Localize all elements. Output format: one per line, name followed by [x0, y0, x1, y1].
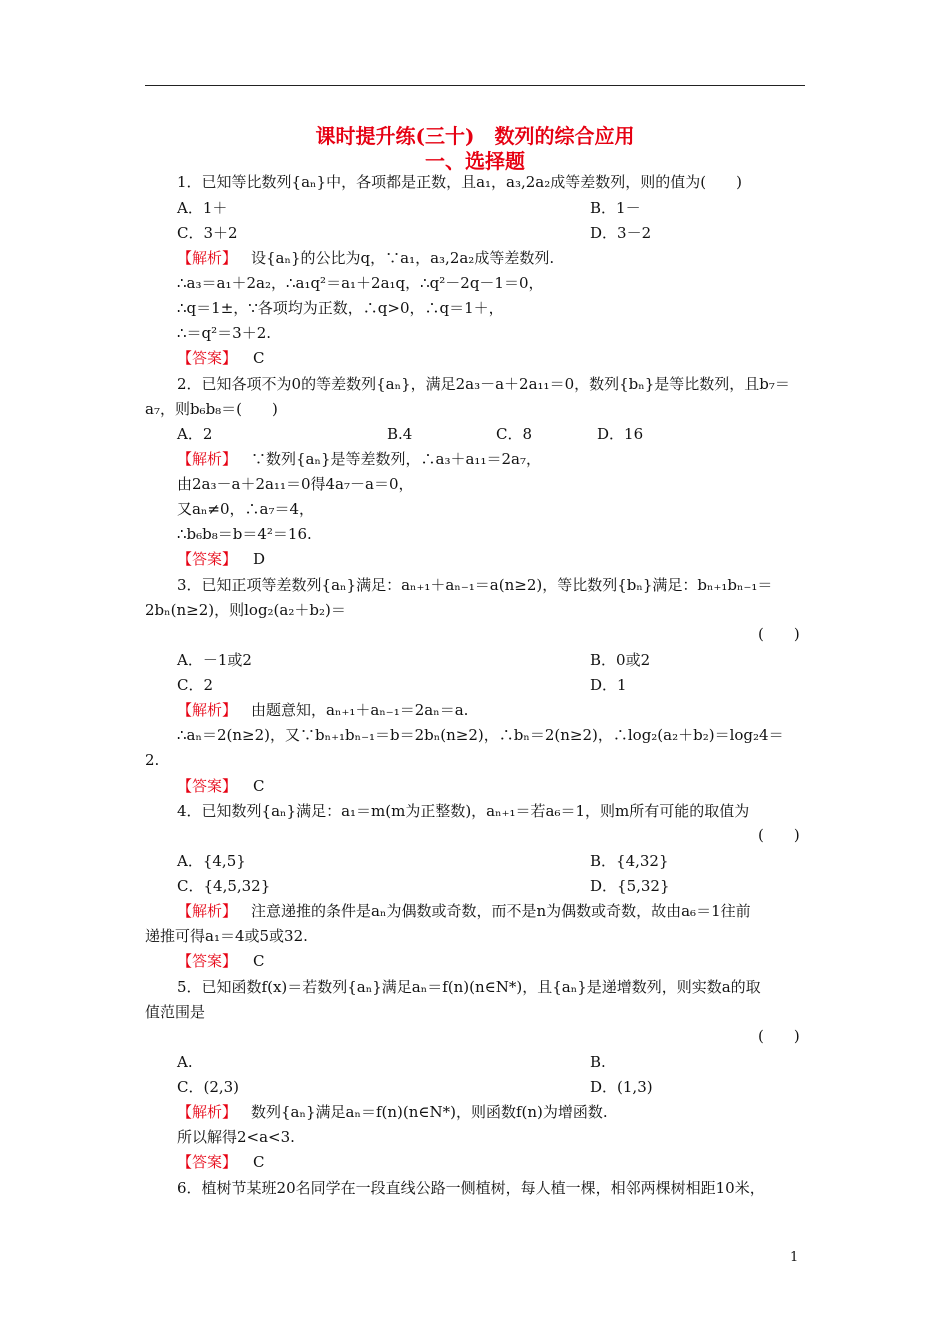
q2-option-b: B.4	[387, 425, 413, 443]
analysis-text: ∵数列{aₙ}是等差数列，∴a₃＋a₁₁＝2a₇，	[251, 450, 541, 468]
q4-option-d: D．{5,32}	[590, 877, 670, 895]
q1-analysis-2: ∴a₃＝a₁＋2a₂，∴a₁q²＝a₁＋2a₁q，∴q²－2q－1＝0，	[177, 274, 544, 292]
analysis-text: 设{aₙ}的公比为q，∵a₁，a₃,2a₂成等差数列.	[251, 249, 555, 267]
q4-option-a: A．{4,5}	[177, 852, 246, 870]
q4-answer-line	[177, 951, 265, 971]
q5-stem-1: 5．已知函数f(x)＝若数列{aₙ}满足aₙ＝f(n)(n∈N*)，且{aₙ}是递增数列，则实数a的取	[177, 978, 761, 996]
analysis-label: 【解析】	[177, 701, 238, 719]
answer-value: D	[253, 550, 266, 568]
answer-label: 【答案】	[177, 1153, 238, 1171]
q3-stem-1: 3．已知正项等差数列{aₙ}满足：aₙ₊₁＋aₙ₋₁＝a(n≥2)，等比数列{bₙ}满足：bₙ₊₁bₙ₋₁＝	[177, 576, 773, 594]
q3-analysis-line	[177, 700, 468, 720]
q2-option-a: A．2	[177, 425, 213, 443]
q2-option-d: D．16	[597, 425, 644, 443]
q3-answer-paren: ( )	[758, 625, 800, 643]
analysis-label: 【解析】	[177, 450, 238, 468]
page-number: 1	[790, 1250, 799, 1265]
q2-stem-2: a₇，则b₆b₈＝( )	[145, 400, 278, 418]
q4-analysis-2: 递推可得a₁＝4或5或32.	[145, 927, 308, 945]
analysis-text: 数列{aₙ}满足aₙ＝f(n)(n∈N*)，则函数f(n)为增函数.	[251, 1103, 608, 1121]
header-rule	[145, 85, 805, 86]
q3-option-a: A．－1或2	[177, 651, 252, 669]
q5-answer-line	[177, 1152, 265, 1172]
analysis-label: 【解析】	[177, 902, 238, 920]
q1-analysis-line	[177, 248, 554, 268]
q5-answer-paren: ( )	[758, 1027, 800, 1045]
q5-option-a: A.	[177, 1053, 193, 1071]
q4-stem: 4．已知数列{aₙ}满足：a₁＝m(m为正整数)，aₙ₊₁＝若a₆＝1，则m所有可能的取值为	[177, 802, 750, 820]
q1-option-b: B．1－	[590, 199, 641, 217]
answer-label: 【答案】	[177, 952, 238, 970]
q4-analysis-line	[177, 901, 751, 921]
analysis-label: 【解析】	[177, 1103, 238, 1121]
q5-option-d: D．(1,3)	[590, 1078, 653, 1096]
q3-option-d: D．1	[590, 676, 627, 694]
q1-analysis-4: ∴＝q²＝3＋2.	[177, 324, 272, 342]
q3-option-c: C．2	[177, 676, 214, 694]
q5-option-b: B.	[590, 1053, 606, 1071]
section-title: 一、选择题	[425, 149, 525, 173]
q2-analysis-line	[177, 449, 541, 469]
q3-analysis-2: ∴aₙ＝2(n≥2)，又∵bₙ₊₁bₙ₋₁＝b＝2bₙ(n≥2)，∴bₙ＝2(n≥2)，∴log₂(a₂＋b₂)＝log₂4＝	[177, 726, 784, 744]
q2-answer-line	[177, 549, 265, 569]
q1-stem: 1．已知等比数列{aₙ}中，各项都是正数，且a₁，a₃,2a₂成等差数列，则的值为( )	[177, 173, 742, 191]
answer-value: C	[253, 1153, 265, 1171]
analysis-label: 【解析】	[177, 249, 238, 267]
page-title: 课时提升练(三十) 数列的综合应用	[315, 124, 635, 148]
q3-stem-2: 2bₙ(n≥2)，则log₂(a₂＋b₂)＝	[145, 601, 346, 619]
q4-answer-paren: ( )	[758, 826, 800, 844]
answer-value: C	[253, 349, 265, 367]
q2-stem-1: 2．已知各项不为0的等差数列{aₙ}，满足2a₃－a＋2a₁₁＝0，数列{bₙ}是等比数列，且b₇＝	[177, 375, 790, 393]
q5-analysis-2: 所以解得2<a<3.	[177, 1128, 295, 1146]
q5-analysis-line	[177, 1102, 608, 1122]
q1-answer-line	[177, 348, 265, 368]
q4-option-b: B．{4,32}	[590, 852, 669, 870]
answer-label: 【答案】	[177, 550, 238, 568]
answer-value: C	[253, 777, 265, 795]
q5-option-c: C．(2,3)	[177, 1078, 240, 1096]
q6-stem: 6．植树节某班20名同学在一段直线公路一侧植树，每人植一棵，相邻两棵树相距10米，	[177, 1179, 765, 1197]
q2-analysis-2: 由2a₃－a＋2a₁₁＝0得4a₇－a＝0，	[177, 475, 414, 493]
q1-option-d: D．3－2	[590, 224, 652, 242]
q1-option-c: C．3＋2	[177, 224, 238, 242]
q3-analysis-3: 2.	[145, 751, 160, 769]
q3-answer-line	[177, 776, 265, 796]
q1-option-a: A．1＋	[177, 199, 228, 217]
q5-stem-2: 值范围是	[145, 1003, 206, 1021]
analysis-text: 注意递推的条件是aₙ为偶数或奇数，而不是n为偶数或奇数，故由a₆＝1往前	[251, 902, 751, 920]
q2-option-c: C．8	[496, 425, 533, 443]
q2-analysis-4: ∴b₆b₈＝b＝4²＝16.	[177, 525, 312, 543]
answer-value: C	[253, 952, 265, 970]
q4-option-c: C．{4,5,32}	[177, 877, 271, 895]
q1-analysis-3: ∴q＝1±，∵各项均为正数，∴q>0，∴q＝1＋，	[177, 299, 504, 317]
analysis-text: 由题意知，aₙ₊₁＋aₙ₋₁＝2aₙ＝a.	[251, 701, 469, 719]
q2-analysis-3: 又aₙ≠0，∴a₇＝4，	[177, 500, 315, 518]
answer-label: 【答案】	[177, 349, 238, 367]
answer-label: 【答案】	[177, 777, 238, 795]
q3-option-b: B．0或2	[590, 651, 651, 669]
